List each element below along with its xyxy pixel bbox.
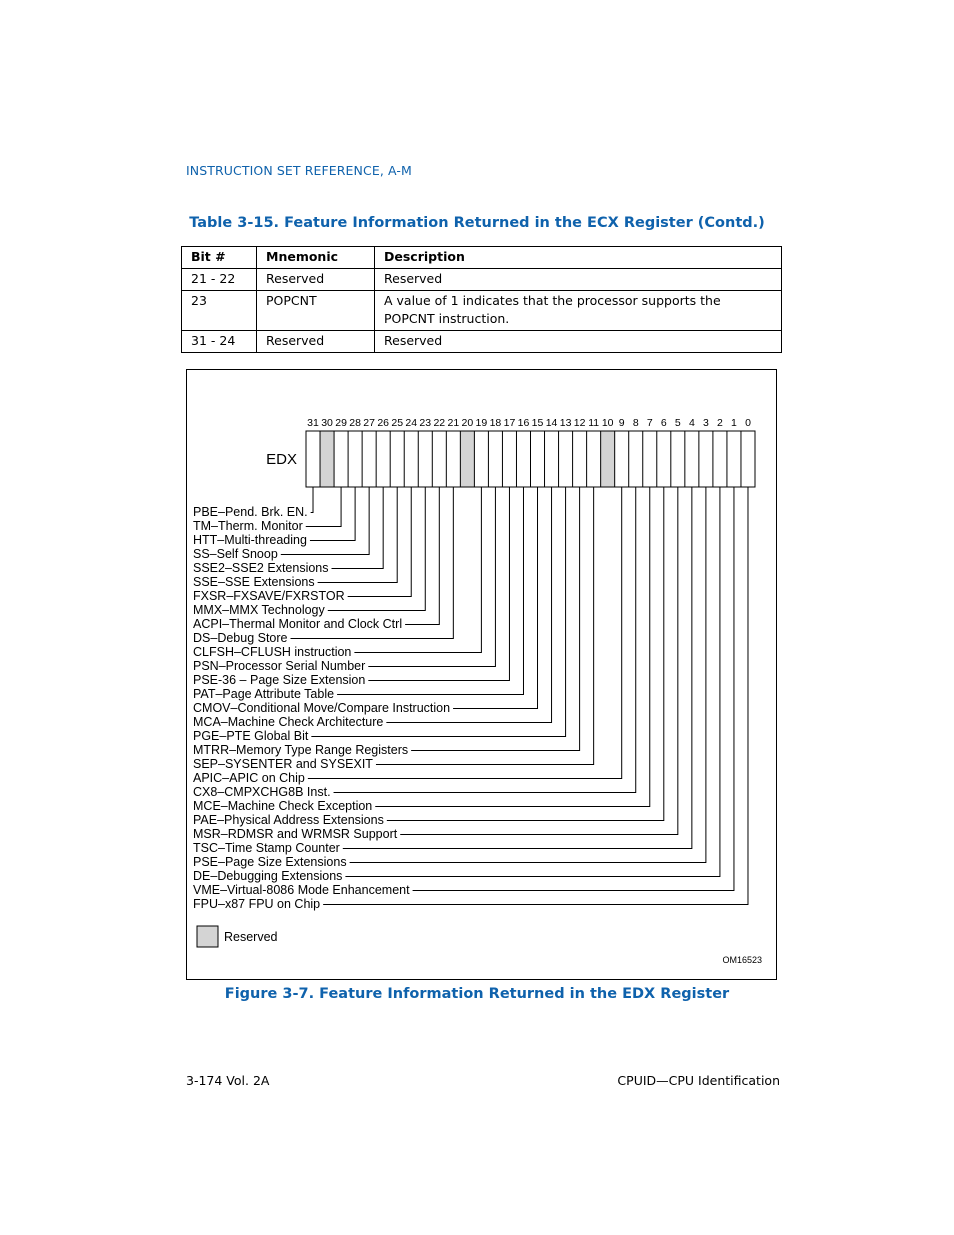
register-label: EDX [266,451,297,468]
feature-label: MSR–RDMSR and WRMSR Support [193,827,398,841]
feature-label: SEP–SYSENTER and SYSEXIT [193,757,373,771]
feature-label: APIC–APIC on Chip [193,771,305,785]
feature-label: PSE–Page Size Extensions [193,855,347,869]
legend-reserved-label: Reserved [224,930,278,944]
feature-label: HTT–Multi-threading [193,533,307,547]
bit-number-label: 17 [503,417,516,429]
feature-label: ACPI–Thermal Monitor and Clock Ctrl [193,617,403,631]
feature-label: CX8–CMPXCHG8B Inst. [193,785,331,799]
bit-number-label: 7 [646,417,653,429]
leader-line [311,487,565,737]
feature-label: TSC–Time Stamp Counter [193,841,340,855]
leader-line [368,487,495,667]
bit-number-label: 10 [601,417,614,429]
bit-number-label: 21 [447,417,460,429]
figure-caption: Figure 3-7. Feature Information Returned in the EDX Register [224,986,730,1002]
feature-label: MCA–Machine Check Architecture [193,715,384,729]
feature-label: MMX–MMX Technology [193,603,325,617]
bit-number-label: 16 [517,417,530,429]
legend-reserved-swatch [197,926,218,947]
column-header-mnemonic: Mnemonic [257,247,375,269]
table-title: Table 3-15. Feature Information Returned in the ECX Register (Contd.) [189,215,765,231]
bit-number-label: 27 [363,417,375,429]
cell-mnemonic: POPCNT [257,291,375,331]
footer-page-number: 3-174 Vol. 2A [186,1073,270,1088]
reserved-bit-cell [460,431,474,487]
bit-number-label: 26 [377,417,390,429]
bit-number-label: 14 [545,417,558,429]
feature-label: PBE–Pend. Brk. EN. [193,505,308,519]
feature-label: VME–Virtual-8086 Mode Enhancement [193,883,410,897]
leader-line [332,487,384,569]
feature-label: FXSR–FXSAVE/FXRSTOR [193,589,345,603]
bit-number-label: 28 [349,417,361,429]
feature-label: FPU–x87 FPU on Chip [193,897,321,911]
column-header-bit: Bit # [182,247,257,269]
bit-number-label: 2 [717,417,723,429]
figure-id: OM16523 [722,955,762,965]
cell-mnemonic: Reserved [257,331,375,353]
feature-label: SS–Self Snoop [193,547,278,561]
leader-line [311,487,313,513]
bit-number-label: 3 [702,417,709,429]
bit-number-label: 31 [307,417,319,429]
cell-description: Reserved [375,269,782,291]
bit-number-label: 22 [433,417,446,429]
cell-bit: 23 [182,291,257,331]
feature-label: PAT–Page Attribute Table [193,687,335,701]
bit-number-label: 5 [674,417,681,429]
feature-label: CLFSH–CFLUSH instruction [193,645,352,659]
feature-label: SSE2–SSE2 Extensions [193,561,329,575]
bit-number-label: 11 [588,417,600,429]
running-head: INSTRUCTION SET REFERENCE, A-M [186,163,412,178]
cell-mnemonic: Reserved [257,269,375,291]
leader-line [405,487,439,625]
leader-line [348,487,412,597]
bit-number-label: 24 [405,417,418,429]
reserved-bit-cell [601,431,615,487]
feature-label: PSN–Processor Serial Number [193,659,366,673]
bit-number-label: 0 [745,417,751,429]
leader-line [343,487,692,849]
feature-label: PSE-36 – Page Size Extension [193,673,366,687]
feature-label: MCE–Machine Check Exception [193,799,373,813]
cell-description: Reserved [375,331,782,353]
bit-number-label: 18 [489,417,502,429]
cell-bit: 31 - 24 [182,331,257,353]
bit-number-label: 30 [321,417,333,429]
leader-line [413,487,734,891]
feature-label: TM–Therm. Monitor [193,519,303,533]
leader-line [323,487,748,905]
feature-label: CMOV–Conditional Move/Compare Instruction [193,701,451,715]
reserved-bit-cell [320,431,334,487]
leader-line [387,487,664,821]
feature-label: DE–Debugging Extensions [193,869,343,883]
feature-label: DS–Debug Store [193,631,288,645]
leader-line [306,487,341,527]
bit-number-label: 6 [660,417,667,429]
bit-number-label: 19 [475,417,488,429]
bit-number-label: 12 [573,417,586,429]
column-header-description: Description [375,247,782,269]
bit-number-label: 4 [688,417,695,429]
bit-number-label: 8 [632,417,639,429]
cell-description: A value of 1 indicates that the processor supports the POPCNT instruction. [375,291,782,331]
feature-label: PGE–PTE Global Bit [193,729,309,743]
feature-label: PAE–Physical Address Extensions [193,813,384,827]
bit-number-label: 13 [559,417,572,429]
feature-label: SSE–SSE Extensions [193,575,315,589]
footer-section-title: CPUID—CPU Identification [617,1073,780,1088]
feature-label: MTRR–Memory Type Range Registers [193,743,409,757]
bit-number-label: 15 [531,417,544,429]
leader-line [375,487,650,807]
bit-number-label: 29 [335,417,347,429]
bit-number-label: 9 [618,417,625,429]
cell-bit: 21 - 22 [182,269,257,291]
bit-number-label: 20 [461,417,474,429]
leader-line [310,487,355,541]
bit-number-label: 1 [731,417,737,429]
bit-number-label: 23 [419,417,432,429]
bit-number-label: 25 [391,417,404,429]
